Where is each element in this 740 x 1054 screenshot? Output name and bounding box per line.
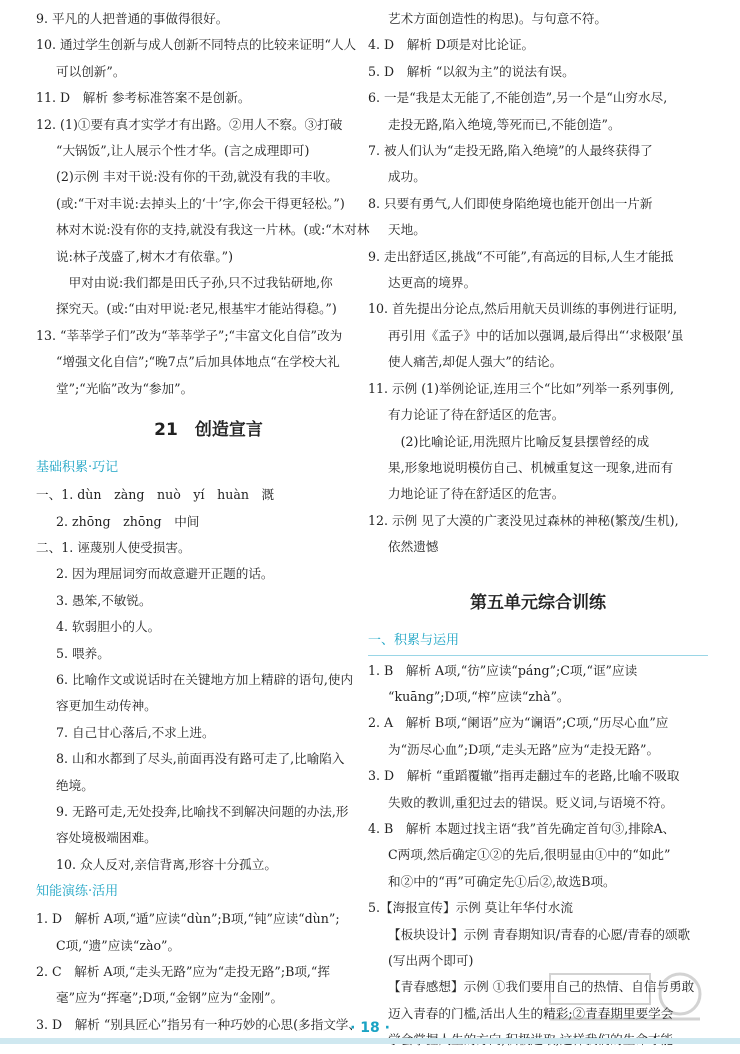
section-divider [368, 655, 708, 656]
text-line: 走投无路,陷入绝境,等死而已,不能创造”。 [388, 116, 621, 132]
text-line: 4. B 解析 本题过找主语“我”首先确定首句③,排除A、 [368, 820, 676, 836]
section-heading-practice: 知能演练·活用 [36, 884, 119, 900]
text-line: 3. D 解析 “重蹈覆辙”指再走翻过车的老路,比喻不吸取 [368, 768, 680, 784]
text-line: “大锅饭”,让人展示个性才华。(言之成理即可) [56, 143, 310, 159]
text-line: 7. 自己甘心落后,不求上进。 [56, 724, 215, 740]
text-line: 和②中的“再”可确定先①后②,故选B项。 [388, 873, 616, 889]
text-line: 12. (1)①要有真才实学才有出路。②用人不察。③打破 [36, 116, 343, 132]
lesson-title: 21 创造宣言 [154, 420, 263, 441]
text-line: 探究天。(或:“由对甲说:老兄,根基牢才能站得稳。”) [56, 301, 337, 317]
text-line: 甲对由说:我们都是田氏子孙,只不过我钻研地,你 [56, 275, 333, 291]
left-column [36, 6, 381, 1038]
text-line: 12. 示例 见了大漠的广袤没见过森林的神秘(繁茂/生机), [368, 512, 679, 528]
text-line: “增强文化自信”;“晚7点”后加具体地点“在学校大礼 [56, 354, 340, 370]
text-line: 成功。 [388, 169, 426, 185]
text-line: C项,“遗”应读“zào”。 [56, 937, 181, 953]
text-line: 9. 平凡的人把普通的事做得很好。 [36, 11, 229, 26]
section-heading-accumulate: 一、积累与运用 [368, 632, 460, 648]
text-line: 4. 软弱胆小的人。 [56, 619, 161, 635]
text-line: 10. 通过学生创新与成人创新不同特点的比较来证明“人人 [36, 37, 357, 53]
bottom-border [0, 1038, 740, 1044]
text-line: 3. 愚笨,不敏锐。 [56, 592, 152, 608]
text-line: 迈入青春的门槛,活出人生的精彩;②青春期里要学会 [388, 1005, 674, 1021]
text-line: 为“沥尽心血”;D项,“走头无路”应为“走投无路”。 [388, 741, 660, 757]
text-line: 达更高的境界。 [388, 275, 477, 291]
text-line: 2. C 解析 A项,“走头无路”应为“走投无路”;B项,“挥 [36, 964, 330, 979]
text-line: 毫”应为“挥毫”;D项,“金钢”应为“金刚”。 [56, 990, 284, 1006]
text-line: 堂”;“光临”改为“参加”。 [56, 380, 194, 396]
text-line: 绝境。 [56, 777, 94, 793]
text-line: 8. 山和水都到了尽头,前面再没有路可走了,比喻陷入 [56, 751, 345, 767]
text-line: 3. D 解析 “别具匠心”指另有一种巧妙的心思(多指文学、 [36, 1016, 361, 1032]
text-line: 艺术方面创造性的构思)。与句意不符。 [388, 11, 608, 26]
text-line: 容更加生动传神。 [56, 698, 157, 714]
section-heading-basic: 基础积累·巧记 [36, 460, 119, 476]
right-column [368, 6, 708, 1054]
text-line: 再引用《孟子》中的话加以强调,最后得出“‘求极限’虽 [388, 327, 684, 343]
text-line: 4. D 解析 D项是对比论证。 [368, 37, 535, 53]
text-line: 使人痛苦,却促人强大”的结论。 [388, 354, 563, 370]
text-line: 10. 众人反对,亲信背离,形容十分孤立。 [56, 856, 277, 872]
text-line: 2. zhōng zhōng 中间 [56, 513, 200, 529]
text-line: (或:“干对丰说:去掉头上的‘十’字,你会干得更轻松。”) [56, 195, 345, 211]
text-line: 5. 喂养。 [56, 645, 110, 661]
text-line: (写出两个即可) [388, 953, 474, 968]
text-line: 失败的教训,重犯过去的错误。贬义词,与语境不符。 [388, 794, 674, 810]
text-line: 1. D 解析 A项,“遁”应读“dùn”;B项,“钝”应读“dùn”; [36, 911, 340, 927]
text-line: 容处境极端困难。 [56, 830, 157, 846]
text-line: 6. 比喻作文或说话时在关键地方加上精辟的语句,使内 [56, 671, 354, 687]
text-line: 9. 无路可走,无处投奔,比喻找不到解决问题的办法,形 [56, 803, 349, 819]
text-line: 力地论证了待在舒适区的危害。 [388, 486, 565, 502]
text-line: 6. 一是“我是太无能了,不能创造”,另一个是“山穷水尽, [368, 90, 668, 106]
text-line: 依然遗憾 [388, 539, 439, 555]
text-line: (2)示例 丰对干说:没有你的干劲,就没有我的丰收。 [56, 169, 338, 185]
text-line: 【板块设计】示例 青春期知识/青春的心愿/青春的颂歌 [388, 926, 691, 942]
text-line: 5. D 解析 “以叙为主”的说法有误。 [368, 63, 575, 79]
right-block-1 [368, 6, 708, 561]
text-line: “kuāng”;D项,“榨”应读“zhà”。 [388, 688, 570, 704]
text-line: 一、1. dùn zàng nuò yí huàn 溉 [36, 487, 275, 503]
left-block-2 [36, 482, 381, 878]
text-line: 5.【海报宣传】示例 莫让年华付水流 [368, 900, 573, 916]
text-line: 1. B 解析 A项,“彷”应读“páng”;C项,“诓”应读 [368, 662, 638, 678]
text-line: 11. 示例 (1)举例论证,连用三个“比如”列举一系列事例, [368, 380, 675, 396]
text-line: 说:林子茂盛了,树木才有依靠。”) [56, 248, 234, 264]
text-line: C两项,然后确定①②的先后,很明显由①中的“如此” [388, 847, 671, 863]
text-line: 可以创新”。 [56, 63, 126, 79]
watermark-logo [530, 964, 710, 1034]
text-line: 2. 因为理屈词穷而故意避开正题的话。 [56, 566, 274, 582]
page-number: · 18 · [350, 1020, 390, 1036]
text-line: 2. A 解析 B项,“阑语”应为“谰语”;C项,“历尽心血”应 [368, 715, 669, 731]
text-line: 【青春感想】示例 ①我们要用自己的热情、自信与勇敢 [388, 979, 695, 995]
text-line: 天地。 [388, 222, 426, 238]
text-line: 13. “莘莘学子们”改为“莘莘学子”;“丰富文化自信”改为 [36, 327, 343, 343]
text-line: 林对木说:没有你的支持,就没有我这一片林。(或:“木对林 [56, 222, 370, 238]
left-block-1 [36, 6, 381, 402]
text-line: 10. 首先提出分论点,然后用航天员训练的事例进行证明, [368, 301, 678, 317]
text-line: 11. D 解析 参考标准答案不是创新。 [36, 90, 251, 106]
text-line: 8. 只要有勇气,人们即使身陷绝境也能开创出一片新 [368, 195, 653, 211]
text-line: (2)比喻论证,用洗照片比喻反复县摆曾经的成 [388, 433, 650, 449]
left-block-3 [36, 906, 381, 1038]
text-line: 9. 走出舒适区,挑战“不可能”,有高远的目标,人生才能抵 [368, 248, 674, 264]
text-line: 7. 被人们认为“走投无路,陷入绝境”的人最终获得了 [368, 143, 653, 159]
text-line: 有力论证了待在舒适区的危害。 [388, 407, 565, 423]
text-line: 二、1. 诬蔑别人使受损害。 [36, 539, 191, 555]
unit-title: 第五单元综合训练 [470, 592, 606, 613]
text-line: 果,形象地说明模仿自己、机械重复这一现象,进而有 [388, 459, 674, 475]
